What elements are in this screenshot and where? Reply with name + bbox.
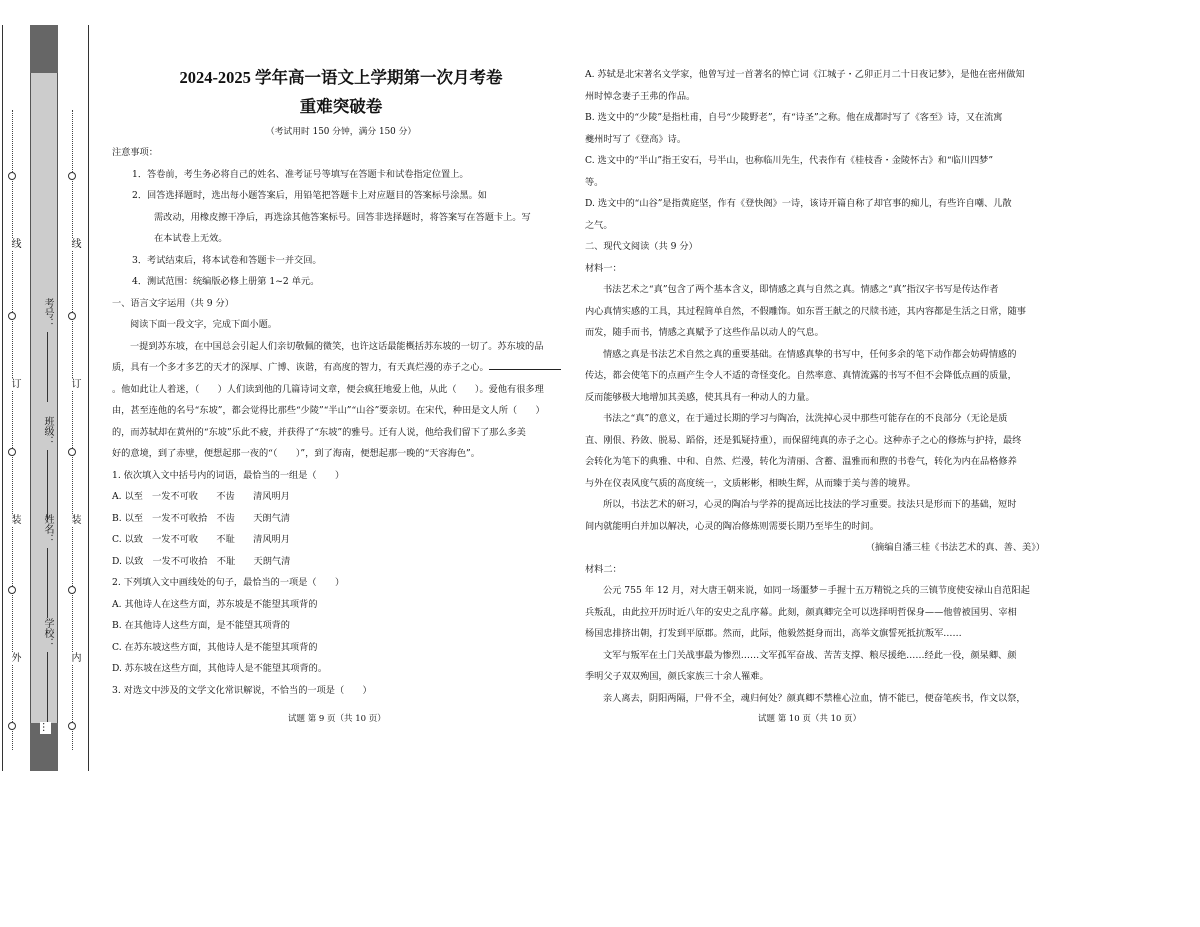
material1-line: 反而能够极大地增加其美感，使其具有一种动人的力量。 — [585, 391, 815, 403]
section1-heading: 一、语言文字运用（共 9 分） — [112, 297, 234, 309]
note-item: 4．测试范围：统编版必修上册第 1~2 单元。 — [132, 276, 320, 287]
material2-line: 亲人离去，阴阳两隔，尸骨不全，魂归何处？颜真卿不禁椎心泣血，情不能已，便奋笔疾书，作文以祭， — [603, 692, 1026, 704]
material1-line: 与外在仪表风度气质的高度统一，文质彬彬，相映生辉，从而臻于美与善的境界。 — [585, 477, 916, 489]
binding-circle — [8, 172, 16, 180]
passage-line: 的，而苏轼却在黄州的“东坡”乐此不疲，并获得了“东坡”的雅号。迁有人说，他给我们留下了那么多美 — [112, 426, 526, 438]
exam-subtitle: 重难突破卷 — [299, 97, 383, 116]
class-line — [47, 450, 48, 520]
page-footer-right: 试题 第 10 页（共 10 页） — [758, 714, 862, 724]
binding-label: 外 — [9, 652, 20, 664]
binding-strip — [0, 0, 95, 775]
binding-label: 装 — [69, 514, 80, 526]
binding-circle — [8, 312, 16, 320]
material1-line: 传达，都会使笔下的点画产生令人不适的奇怪变化。自然率意、真情流露的书写不但不会降低点画的质量， — [585, 370, 1017, 381]
page-footer-left: 试题 第 9 页（共 10 页） — [288, 714, 386, 724]
material1-line: 间内就能明白并加以解决，心灵的陶冶修炼则需要长期乃至毕生的时间。 — [585, 520, 879, 532]
option-line: 等。 — [585, 176, 604, 188]
material1-source: （摘编自潘三桂《书法艺术的真、善、美》） — [865, 542, 1045, 553]
passage-line: 。他如此让人着迷，（ ）人们读到他的几篇诗词文章，便会疯狂地爱上他，从此（ ）。爱他有很多理 — [112, 383, 544, 395]
binding-inner-line — [88, 25, 89, 771]
notes-heading: 注意事项： — [112, 147, 158, 158]
option-line: B. 选文中的“少陵”是指杜甫，自号“少陵野老”，有“诗圣”之称。他在成都时写了《客至》诗，又在流寓 — [585, 112, 1003, 123]
option-line: D. 以致 一发不可收拾 不耻 天朗气清 — [112, 555, 291, 567]
left-column — [112, 60, 570, 701]
material1-line: 而发，随手而书，情感之真赋予了这些作品以动人的气息。 — [585, 327, 824, 338]
binding-circle — [68, 448, 76, 456]
section1-intro: 阅读下面一段文字，完成下面小题。 — [130, 319, 277, 330]
option-line: A. 其他诗人在这些方面，苏东坡是不能望其项背的 — [112, 598, 318, 610]
question-line: 2. 下列填入文中画线处的句子，最恰当的一项是（ ） — [112, 577, 345, 588]
school-line — [47, 652, 48, 722]
question-line: 3. 对选文中涉及的文学文化常识解说，不恰当的一项是（ ） — [112, 684, 372, 696]
material1-line: 会转化为笔下的典雅、中和、自然、烂漫，转化为清丽、含蓄、温雅而和煦的书卷气，转化为内在品格修养 — [585, 456, 1017, 467]
binding-label: 装 — [9, 514, 20, 526]
answer-blank[interactable] — [489, 360, 561, 370]
material2-line: 兵叛乱，由此拉开历时近八年的安史之乱序幕。此刻，颜真卿完全可以选择明哲保身——他曾被国男、宰相 — [585, 606, 1017, 618]
exam-number-line — [47, 332, 48, 402]
option-line: D. 苏东坡在这些方面，其他诗人是不能望其项背的。 — [112, 663, 328, 674]
option-line: A. 苏轼是北宋著名文学家，他曾写过一首著名的悼亡词《江城子・乙卯正月二十日夜记梦》，是他在密州做知 — [585, 69, 1025, 80]
binding-label: 线 — [69, 238, 80, 250]
binding-circle — [68, 172, 76, 180]
binding-outer-line — [2, 25, 3, 771]
exam-title: 2024-2025 学年高一语文上学期第一次月考卷 — [179, 68, 503, 87]
binding-circle — [68, 586, 76, 594]
binding-circle — [8, 448, 16, 456]
binding-dots: … — [40, 722, 51, 734]
school-field[interactable] — [40, 618, 55, 722]
passage-line: 一提到苏东坡，在中国总会引起人们亲切敬佩的微笑，也许这话最能概括苏东坡的一切了。苏东坡的品 — [130, 340, 544, 352]
class-field[interactable] — [40, 416, 55, 520]
material2-line: 杨国忠排挤出朝，打发到平原郡。然而，此际，他毅然挺身而出，高举文旗誓死抵抗叛军…… — [585, 628, 962, 639]
passage-line: 质，具有一个多才多艺的天才的深厚、广博、诙谐，有高度的智力，有天真烂漫的赤子之心。 — [112, 357, 570, 379]
option-line: B. 在其他诗人这些方面，是不能望其项背的 — [112, 620, 290, 631]
exam-time-note: （考试用时 150 分钟，满分 150 分） — [265, 127, 417, 137]
right-column — [585, 64, 1045, 709]
binding-cap-top — [30, 25, 58, 73]
option-line: C. 选文中的“半山”指王安石，号半山，也称临川先生，代表作有《桂枝香・金陵怀古》和“临川四梦” — [585, 155, 994, 166]
passage-line: 由，甚至连他的名号“东坡”，都会觉得比那些“少陵”“半山”“山谷”要亲切。在宋代，种田是文人所（ ） — [112, 405, 545, 416]
binding-label: 内 — [69, 652, 80, 664]
material2-line: 季明父子双双殉国，颜氏家族三十余人罹难。 — [585, 671, 769, 682]
passage-line: 好的意境，到了赤壁，便想起那一夜的“（ ）”，到了海南，便想起那一晚的“天容海色”。 — [112, 448, 480, 459]
note-item: 1．答卷前，考生务必将自己的姓名、准考证号等填写在答题卡和试卷指定位置上。 — [132, 168, 469, 180]
material1-line: 所以，书法艺术的研习，心灵的陶冶与学养的提高远比技法的学习重要。技法只是形而下的基础，短时 — [603, 499, 1017, 510]
material1-label: 材料一： — [585, 262, 622, 274]
note-item: 需改动，用橡皮擦干净后，再选涂其他答案标号。回答非选择题时，将答案写在答题卡上。写 — [154, 211, 531, 223]
name-line — [47, 548, 48, 618]
option-line: 夔州时写了《登高》诗。 — [585, 133, 687, 145]
binding-circle — [8, 722, 16, 730]
option-line: C. 以致 一发不可收 不耻 清风明月 — [112, 534, 290, 545]
section2-heading: 二、现代文阅读（共 9 分） — [585, 241, 698, 252]
material1-line: 书法艺术之“真”包含了两个基本含义，即情感之真与自然之真。情感之“真”指汉字书写是传达作者 — [603, 284, 999, 295]
name-label: 姓名： — [42, 514, 53, 544]
material1-line: 情感之真是书法艺术自然之真的重要基础。在情感真挚的书写中，任何多余的笔下动作都会妨碍情感的 — [603, 348, 1017, 360]
option-line: 州时悼念妻子王弗的作品。 — [585, 90, 696, 102]
material2-label: 材料二： — [585, 563, 622, 575]
binding-label: 订 — [69, 378, 80, 390]
binding-circle — [68, 722, 76, 730]
option-line: C. 在苏东坡这些方面，其他诗人是不能望其项背的 — [112, 641, 318, 653]
option-line: 之气。 — [585, 219, 613, 231]
question-line: 1. 依次填入文中括号内的词语，最恰当的一组是（ ） — [112, 469, 345, 481]
name-field[interactable] — [40, 514, 55, 618]
material2-line: 文军与叛军在土门关战事最为惨烈……文军孤军奋战、苦苦支撑、粮尽援绝……经此一役，颜杲卿、颜 — [603, 649, 1017, 661]
class-label: 班级： — [42, 416, 53, 446]
material1-line: 内心真情实感的工具，其过程简单自然，不假雕饰。如东晋王献之的尺牍书迹，其内容都是生活之日常，随事 — [585, 305, 1026, 317]
exam-number-field[interactable] — [40, 298, 55, 402]
option-line: A. 以至 一发不可收 不齿 清风明月 — [112, 491, 290, 502]
note-item: 3．考试结束后，将本试卷和答题卡一并交回。 — [132, 254, 322, 266]
note-item: 2．回答选择题时，选出每小题答案后，用铅笔把答题卡上对应题目的答案标号涂黑。如 — [132, 190, 487, 201]
school-label: 学校： — [42, 618, 53, 648]
material1-line: 书法之“真”的意义，在于通过长期的学习与陶冶，汰洗掉心灵中那些可能存在的不良部分（无论是质 — [603, 413, 1008, 424]
material1-line: 直、刚佷、矜敛、脱易、蹈俗，还是狐疑持重），而保留纯真的赤子之心。这种赤子之心的修炼与护持，最终 — [585, 434, 1022, 446]
binding-label: 订 — [9, 378, 20, 390]
note-item: 在本试卷上无效。 — [154, 233, 228, 244]
binding-circle — [8, 586, 16, 594]
exam-number-label: 考号： — [42, 298, 53, 328]
option-line: D. 选文中的“山谷”是指黄庭坚，作有《登快阁》一诗，该诗开篇自称了却官事的痴儿，有些许自嘲、儿散 — [585, 198, 1012, 209]
binding-label: 线 — [9, 238, 20, 250]
material2-line: 公元 755 年 12 月，对大唐王朝来说，如同一场噩梦－手握十五万精锐之兵的三镇节度使安禄山自范阳起 — [603, 585, 1030, 596]
option-line: B. 以至 一发不可收拾 不齿 天朗气清 — [112, 512, 290, 524]
binding-circle — [68, 312, 76, 320]
